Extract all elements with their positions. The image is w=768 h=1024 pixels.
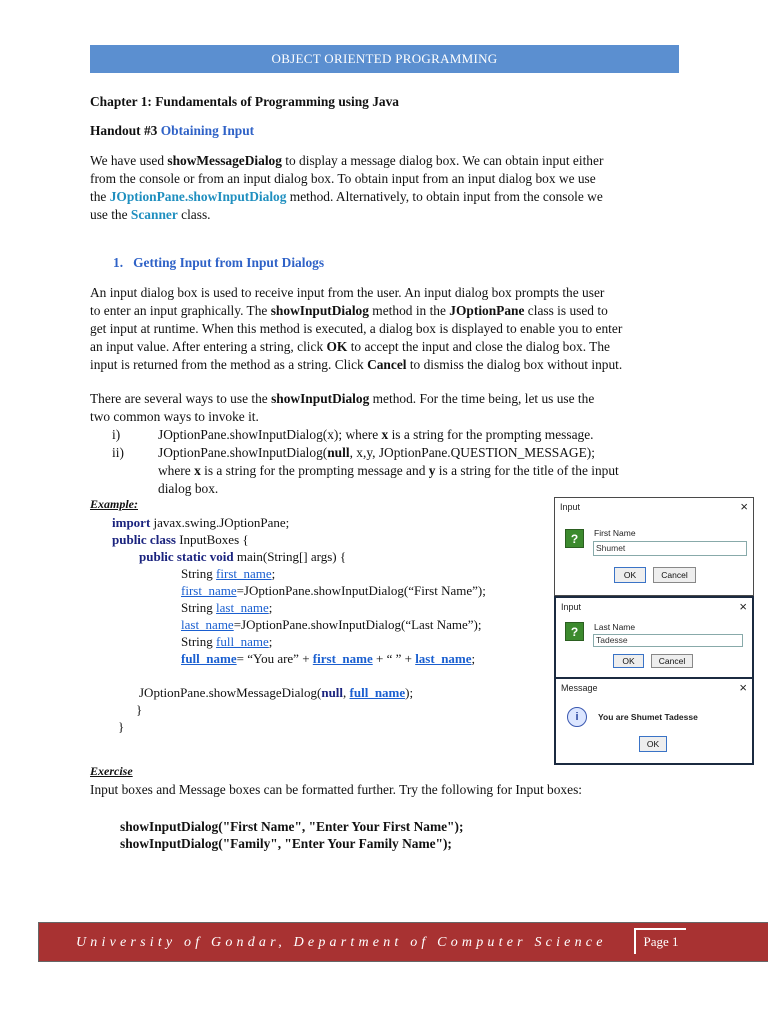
example-label: Example: <box>90 497 138 511</box>
cancel-button[interactable]: Cancel <box>653 567 696 583</box>
code-line: full_name= “You are” + first_name + “ ” + last_name; <box>181 651 476 666</box>
code-line: import javax.swing.JOptionPane; <box>112 515 290 530</box>
header-banner: OBJECT ORIENTED PROGRAMMING <box>90 45 679 73</box>
code-line: } <box>136 702 143 717</box>
ok-button[interactable]: OK <box>613 654 644 668</box>
info-icon: i <box>567 707 587 727</box>
exercise-text: Input boxes and Message boxes can be formatted further. Try the following for Input boxes: <box>90 782 583 797</box>
message-dialog: Message × i You are Shumet Tadesse OK <box>554 677 754 765</box>
list-item-text: JOptionPane.showInputDialog(x); where x is a string for the prompting message. <box>158 427 594 442</box>
code-line: JOptionPane.showMessageDialog(null, full_name); <box>139 685 414 700</box>
question-icon: ? <box>565 622 584 641</box>
close-icon[interactable]: × <box>739 599 747 614</box>
ok-button[interactable]: OK <box>614 567 646 583</box>
cancel-button[interactable]: Cancel <box>651 654 693 668</box>
exercise-code-line: showInputDialog("Family", "Enter Your Family Name"); <box>120 836 452 851</box>
close-icon[interactable]: × <box>739 680 747 695</box>
code-ref-showinputdialog: JOptionPane.showInputDialog <box>109 189 287 204</box>
chapter-title: Chapter 1: Fundamentals of Programming using Java <box>90 94 399 109</box>
usage-paragraph: There are several ways to use the showInputDialog method. For the time being, let us use the two common ways to invoke it. <box>90 391 595 424</box>
dialog-label: Last Name <box>594 622 636 632</box>
code-line: public class InputBoxes { <box>112 532 249 547</box>
last-name-field[interactable]: Tadesse <box>593 634 743 647</box>
handout-heading <box>90 122 254 140</box>
footer-text: University of Gondar, Department of Computer Science <box>76 935 607 950</box>
input-dialog-last-name: Input × ? Last Name Tadesse OK Cancel <box>554 596 754 680</box>
code-line: public static void main(String[] args) { <box>139 549 347 564</box>
dialog-label: First Name <box>594 528 636 538</box>
first-name-field[interactable]: Shumet <box>593 541 747 556</box>
question-icon: ? <box>565 529 584 548</box>
list-item-text: JOptionPane.showInputDialog(null, x,y, JOptionPane.QUESTION_MESSAGE); where x is a string for the prompting message and y is a string for the title of the input dialog box. <box>158 445 619 496</box>
code-line: String first_name; <box>181 566 276 581</box>
code-line: String full_name; <box>181 634 273 649</box>
ok-button[interactable]: OK <box>639 736 667 752</box>
code-line: String last_name; <box>181 600 273 615</box>
code-line: first_name=JOptionPane.showInputDialog(“First Name”); <box>181 583 486 598</box>
dialog-message: You are Shumet Tadesse <box>598 712 698 722</box>
handout-title: Obtaining Input <box>160 123 255 138</box>
code-ref-scanner: Scanner <box>130 207 178 222</box>
input-dialog-paragraph: An input dialog box is used to receive input from the user. An input dialog box prompts the user to enter an input graphically. The showInputDialog method in the JOptionPane class is used to get input at runtime. When this method is executed, a dialog box is displayed to enable you to enter an input value. After entering a string, click OK to accept the input and close the dialog box. The input is returned from the method as a string. Click Cancel to dismiss the dialog box without input. <box>90 285 623 372</box>
close-icon[interactable]: × <box>740 499 748 514</box>
code-line: last_name=JOptionPane.showInputDialog(“Last Name”); <box>181 617 482 632</box>
list-item: i) <box>112 427 121 442</box>
exercise-label: Exercise <box>90 764 133 778</box>
list-item: ii) <box>112 445 124 460</box>
code-line: } <box>118 719 125 734</box>
handout-prefix: Handout #3 <box>90 123 158 138</box>
section-heading: 1. Getting Input from Input Dialogs <box>113 255 325 270</box>
page-number: Page 1 <box>636 930 686 954</box>
exercise-code-line: showInputDialog("First Name", "Enter Your First Name"); <box>120 819 464 834</box>
intro-paragraph: We have used showMessageDialog to display a message dialog box. We can obtain input either from the console or from an input dialog box. To obtain input from an input dialog box we use the JOptionPane.showInputDialog method. Alternatively, to obtain input from the console we use the Scanner class. <box>90 153 604 222</box>
input-dialog-first-name: Input × ? First Name Shumet OK Cancel <box>554 497 754 596</box>
